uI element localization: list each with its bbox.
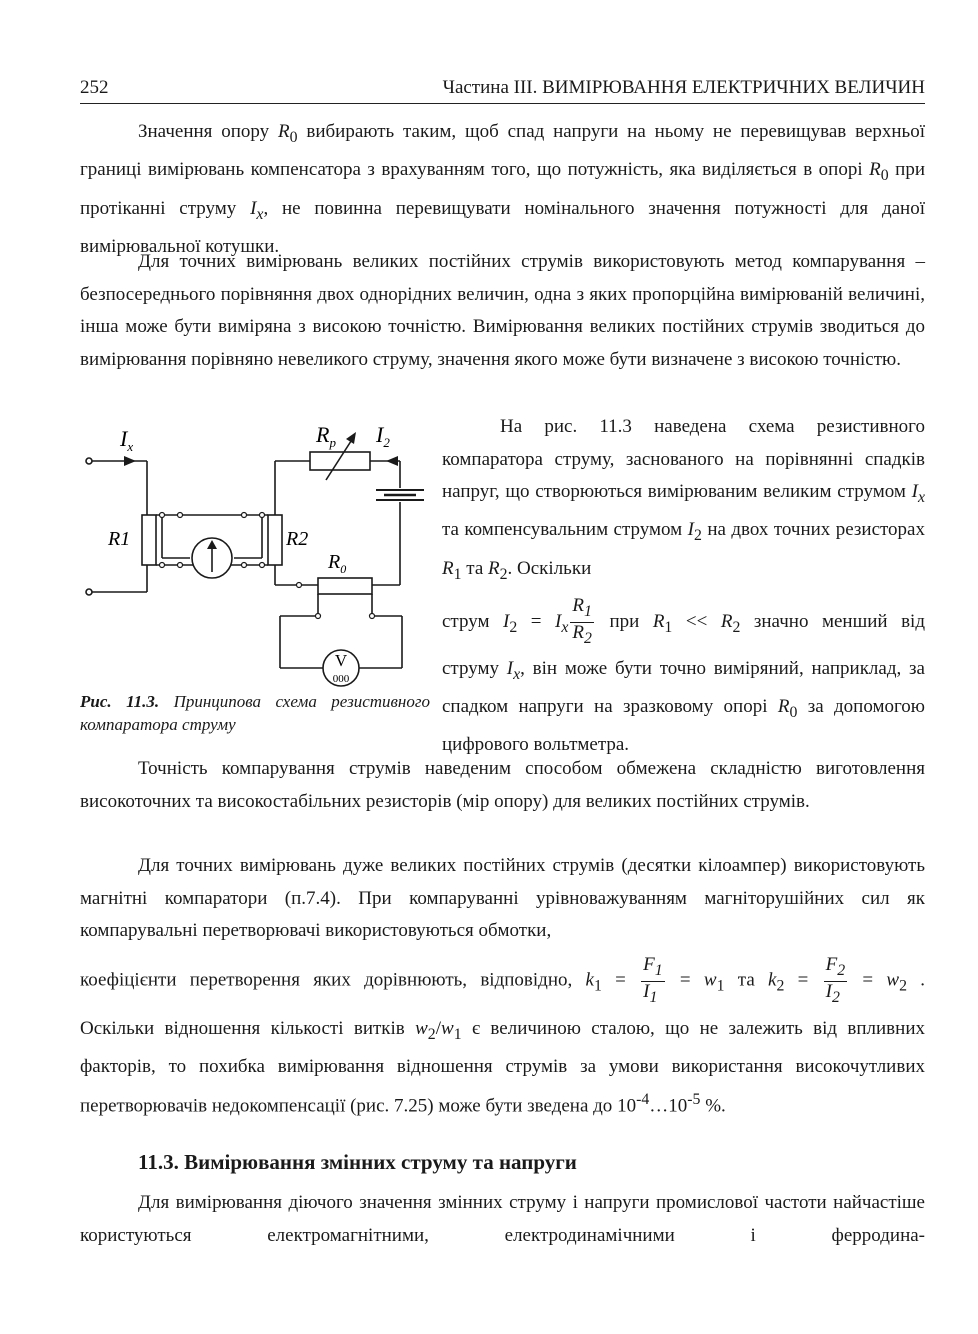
fraction-f1-i1: $\frac{F_1}{I_1}$	[643, 954, 663, 1006]
section-heading: 11.3. Вимірювання змінних струму та напруги	[138, 1150, 577, 1174]
paragraph-1: Значення опору $R_0$ вибирають таким, щоб спад напруги на ньому не перевищував верхньої границі вимірювань компенсатора з врахуванням того, що потужність, яка виділяється в опорі $R_0$ при протіканні струму $I_x$, не повинна перевищувати номінального значення потужності для даної вимірювальної котушки.	[80, 121, 926, 257]
fraction-f2-i2: $\frac{F_2}{I_2}$	[825, 954, 846, 1006]
voltmeter-display: 000	[332, 673, 350, 685]
i2-arrow-icon	[386, 456, 398, 466]
label-r0: $R_0$	[328, 551, 347, 576]
label-r1: R1	[108, 528, 131, 550]
paragraph-6: Для вимірювання діючого значення змінних струму і напруги промислової частоти найчастіше користуються електромагнітними, електродинамічними і ферродина-	[80, 1192, 925, 1246]
paragraph-4: Точність компарування струмів наведеним способом обмежена складністю виготовлення високоточних та високостабільних резисторів (мір опору) для великих постійних струмів.	[80, 758, 925, 812]
paragraph-5-continued: Оскільки відношення кількості витків $w_2/w_1$ є величиною сталою, що не залежить від впливних факторів, то похибка вимірювання відношення струмів за умови використання високочутливих перетворювачів недокомпенсації (рис. 7.25) може бути зведена до $10^{-4}\dots 10^{-5}$ %.	[80, 1018, 925, 1117]
label-rp: $R_p$	[316, 422, 336, 450]
fraction-r1-r2: $\frac{R_1}{R_2}$	[572, 595, 592, 647]
paragraph-3: На рис. 11.3 наведена схема резистивного компаратора струму, заснованого на порівнянні спадків напруг, що створюються вимірюваним великим струмом $I_x$ та компенсувальним струмом $I_2$ на двох точних резисторах $R_1$ та $R_2$. Оскільки струм $I_2 = I_x$ $\frac{R_1}{R_2}$ при $R_1 << R_2$ значно менший від струму $I_x$, він може бути точно виміряний, наприклад, за спадком напруги на зразковому опорі $R_0$ за допомогою цифрового вольтметра.	[442, 416, 926, 756]
running-title: Частина ІІІ. ВИМІРЮВАННЯ ЕЛЕКТРИЧНИХ ВЕЛИЧИН	[442, 77, 925, 98]
page-number: 252	[80, 77, 109, 98]
label-ix: $I_x$	[120, 426, 134, 454]
label-i2: $I_2$	[376, 422, 390, 450]
paragraph-5: Для точних вимірювань дуже великих постійних струмів (десятки кілоампер) використовують магнітні компаратори (п.7.4). При компаруванні урівноважуванням магніторушійних сил як компарувальні перетворювачі використовуються обмотки,	[80, 855, 925, 941]
figure-caption: Рис. 11.3. Принципова схема резистивного компаратора струму	[80, 692, 430, 734]
page-header	[80, 77, 925, 104]
formula-line-k: коефіцієнти перетворення яких дорівнюють, відповідно, $k_1$ = $\frac{F_1}{I_1}$ = $w_1$ та $k_2$ = $\frac{F_2}{I_2}$ = $w_2$ .	[80, 954, 926, 1006]
resistive-comparator-circuit-diagram	[80, 420, 435, 688]
label-r2: R2	[286, 528, 309, 550]
formula-line-i2: струм $I_2 = I_x$ $\frac{R_1}{R_2}$ при $R_1 << R_2$ значно менший від	[442, 595, 926, 647]
voltmeter-symbol: V	[334, 651, 348, 670]
paragraph-2: Для точних вимірювань великих постійних струмів використовують метод компарування – безпосереднього порівняння двох однорідних величин, одна з яких пропорційна вимірюваній величині, інша може бути виміряна з високою точністю. Вимірювання великих постійних струмів зводиться до вимірювання порівняно невеликого струму, значення якого може бути визначене з високою точністю.	[80, 251, 925, 370]
ix-arrow-icon	[124, 456, 136, 466]
